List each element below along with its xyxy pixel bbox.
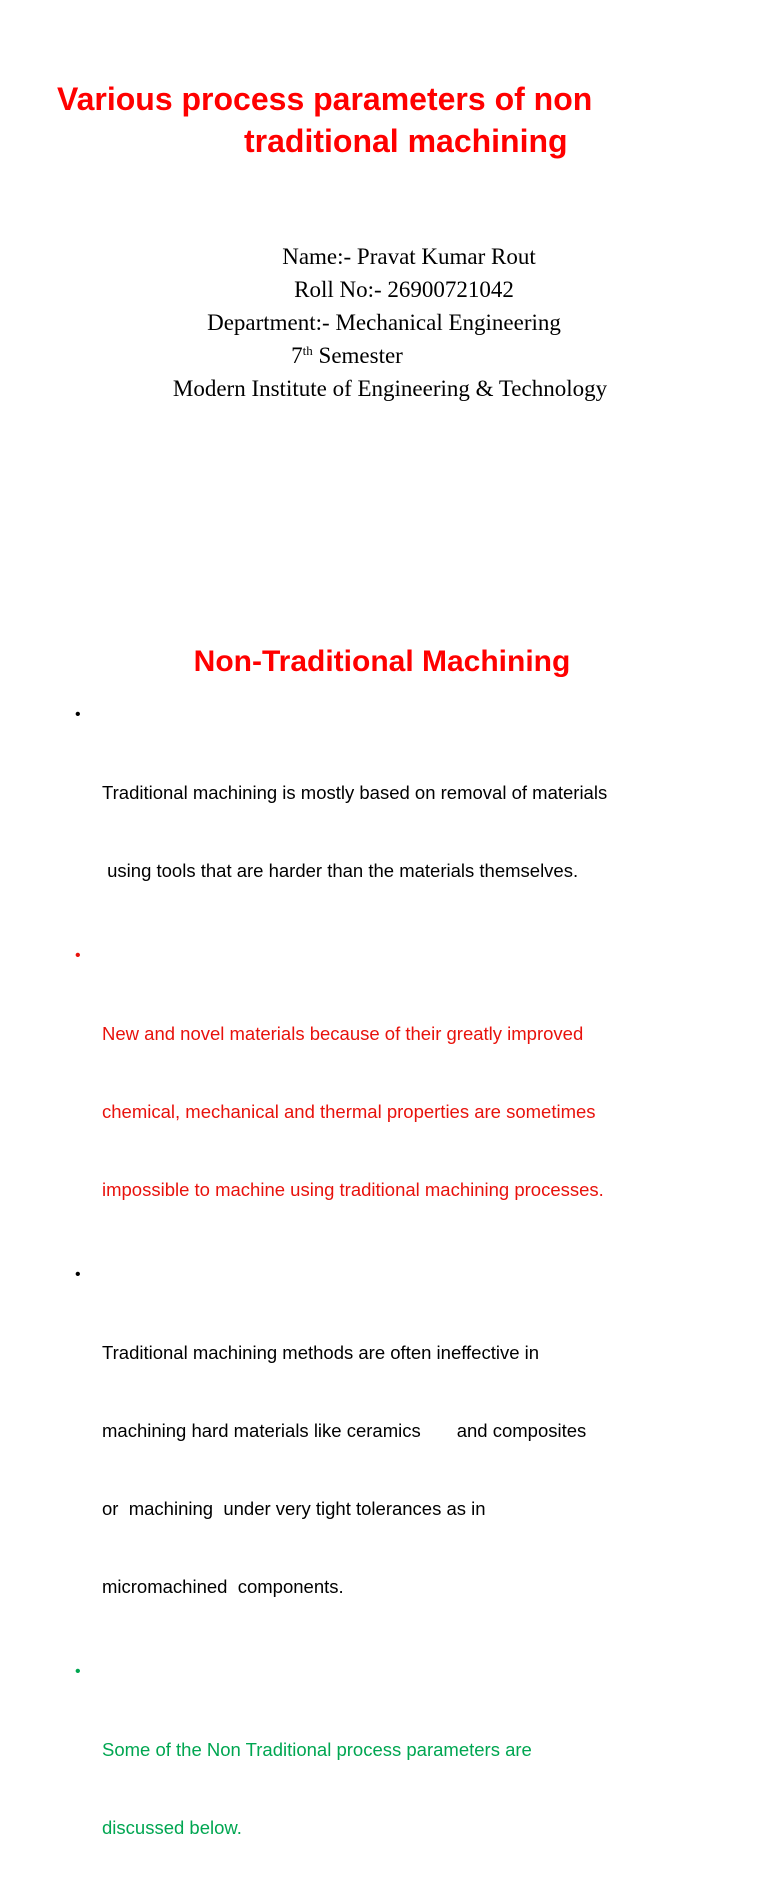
- author-name: Name:- Pravat Kumar Rout: [282, 244, 536, 269]
- bullet-line: chemical, mechanical and thermal properties are sometimes: [102, 1101, 596, 1122]
- bullet-item: [0, 1262, 768, 1652]
- bullet-line: using tools that are harder than the materials themselves.: [102, 860, 579, 881]
- slide-non-traditional-machining: [0, 512, 768, 1838]
- bullet-item: [0, 1659, 768, 1893]
- bullet-dot: •: [75, 947, 81, 964]
- bullet-line: micromachined components.: [102, 1576, 344, 1597]
- semester-suffix: th: [302, 343, 313, 358]
- author-details: [0, 240, 768, 405]
- slide-heading: [0, 642, 768, 682]
- slide-title: [0, 0, 768, 512]
- bullet-line: or machining under very tight tolerances as in: [102, 1498, 486, 1519]
- bullet-line: Some of the Non Traditional process parameters are: [102, 1739, 532, 1760]
- bullet-dot: •: [75, 1663, 81, 1680]
- author-department: Department:- Mechanical Engineering: [207, 310, 561, 335]
- bullet-list: [0, 702, 768, 1900]
- bullet-line: impossible to machine using traditional machining processes.: [102, 1179, 604, 1200]
- bullet-item: [0, 943, 768, 1255]
- author-institute: Modern Institute of Engineering & Technology: [172, 376, 608, 401]
- bullet-line: discussed below.: [102, 1817, 242, 1838]
- bullet-item: [0, 702, 768, 936]
- bullet-dot: •: [75, 706, 81, 723]
- bullet-dot: •: [75, 1266, 81, 1283]
- bullet-line: New and novel materials because of their greatly improved: [102, 1023, 584, 1044]
- semester-word: Semester: [312, 343, 403, 368]
- author-roll-number: Roll No:- 26900721042: [294, 277, 514, 302]
- bullet-line: machining hard materials like ceramics and composites: [102, 1420, 587, 1441]
- bullet-line: Traditional machining methods are often ineffective in: [102, 1342, 540, 1363]
- semester-number: 7: [291, 343, 303, 368]
- slide-heading-text: Non-Traditional Machining: [193, 645, 571, 678]
- bullet-line: Traditional machining is mostly based on removal of materials: [102, 782, 608, 803]
- title-line-2: traditional machining: [244, 123, 568, 159]
- title-line-1: Various process parameters of non: [57, 81, 593, 117]
- presentation-title: [0, 78, 768, 162]
- author-semester: [0, 339, 768, 372]
